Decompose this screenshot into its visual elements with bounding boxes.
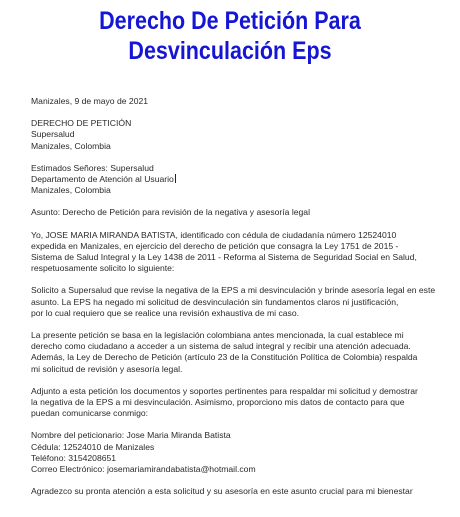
title-line-1: Derecho De Petición Para — [99, 7, 361, 35]
recipient-line-1: DERECHO DE PETICIÓN — [31, 118, 132, 129]
paragraph-3-line-4: mi solicitud de revisión y asesoría legal. — [31, 363, 183, 374]
paragraph-1-line-3: Sistema de Salud Integral y la Ley 1438 de 2011 - Reforma al Sistema de Seguridad Social en Salud, — [31, 252, 417, 263]
paragraph-4-line-3: puedan comunicarse conmigo: — [31, 408, 149, 419]
paragraph-2-line-1: Solicito a Supersalud que revise la negativa de la EPS a mi desvinculación y brinde asesoría legal en este — [31, 285, 436, 296]
paragraph-3-line-3: Además, la Ley de Derecho de Petición (artículo 23 de la Constitución Política de Colombia) respalda — [31, 352, 418, 363]
paragraph-3-line-1: La presente petición se basa en la legislación colombiana antes mencionada, la cual establece mi — [31, 330, 404, 341]
document-title — [32, 6, 428, 66]
paragraph-2-line-3: por lo cual requiero que se realice una revisión exhaustiva de mi caso. — [31, 307, 299, 318]
paragraph-4-line-1: Adjunto a esta petición los documentos y soportes pertinentes para respaldar mi solicitud y demostrar — [31, 385, 418, 396]
paragraph-1-line-1: Yo, JOSE MARIA MIRANDA BATISTA, identificado con cédula de ciudadanía número 12524010 — [31, 229, 397, 240]
subject-line: Asunto: Derecho de Petición para revisión de la negativa y asesoría legal — [31, 207, 310, 218]
greeting-line-2: Departamento de Atención al Usuario — [31, 174, 174, 185]
paragraph-4-line-2: la negativa de la EPS a mi desvinculación. Asimismo, proporciono mis datos de contacto para que — [31, 397, 405, 408]
recipient-line-3: Manizales, Colombia — [31, 140, 111, 151]
recipient-line-2: Supersalud — [31, 129, 75, 140]
paragraph-1-line-2: expedida en Manizales, en ejercicio del derecho de petición que consagra la Ley 1751 de 2015 - — [31, 240, 399, 251]
title-line-2: Desvinculación Eps — [128, 37, 332, 65]
contact-phone: Teléfono: 3154208651 — [31, 452, 117, 463]
contact-email: Correo Electrónico: josemariamirandabatista@hotmail.com — [31, 464, 256, 475]
letter-date: Manizales, 9 de mayo de 2021 — [31, 96, 149, 106]
greeting-line-3: Manizales, Colombia — [31, 185, 111, 196]
greeting-line-1: Estimados Señores: Supersalud — [31, 162, 154, 173]
paragraph-3-line-2: derecho como ciudadano a acceder a un sistema de salud integral y recibir una atención adecuada. — [31, 341, 411, 352]
closing-line: Agradezco su pronta atención a esta solicitud y su asesoría en este asunto crucial para mi bienestar — [31, 486, 413, 497]
letter-body[interactable] — [31, 96, 451, 497]
paragraph-1-line-4: respetuosamente solicito lo siguiente: — [31, 263, 175, 274]
text-cursor — [175, 174, 176, 183]
contact-id: Cédula: 12524010 de Manizales — [31, 441, 155, 452]
paragraph-2-line-2: asunto. La EPS ha negado mi solicitud de desvinculación sin fundamentos claros ni justificación, — [31, 296, 399, 307]
contact-name: Nombre del peticionario: Jose Maria Miranda Batista — [31, 430, 231, 441]
